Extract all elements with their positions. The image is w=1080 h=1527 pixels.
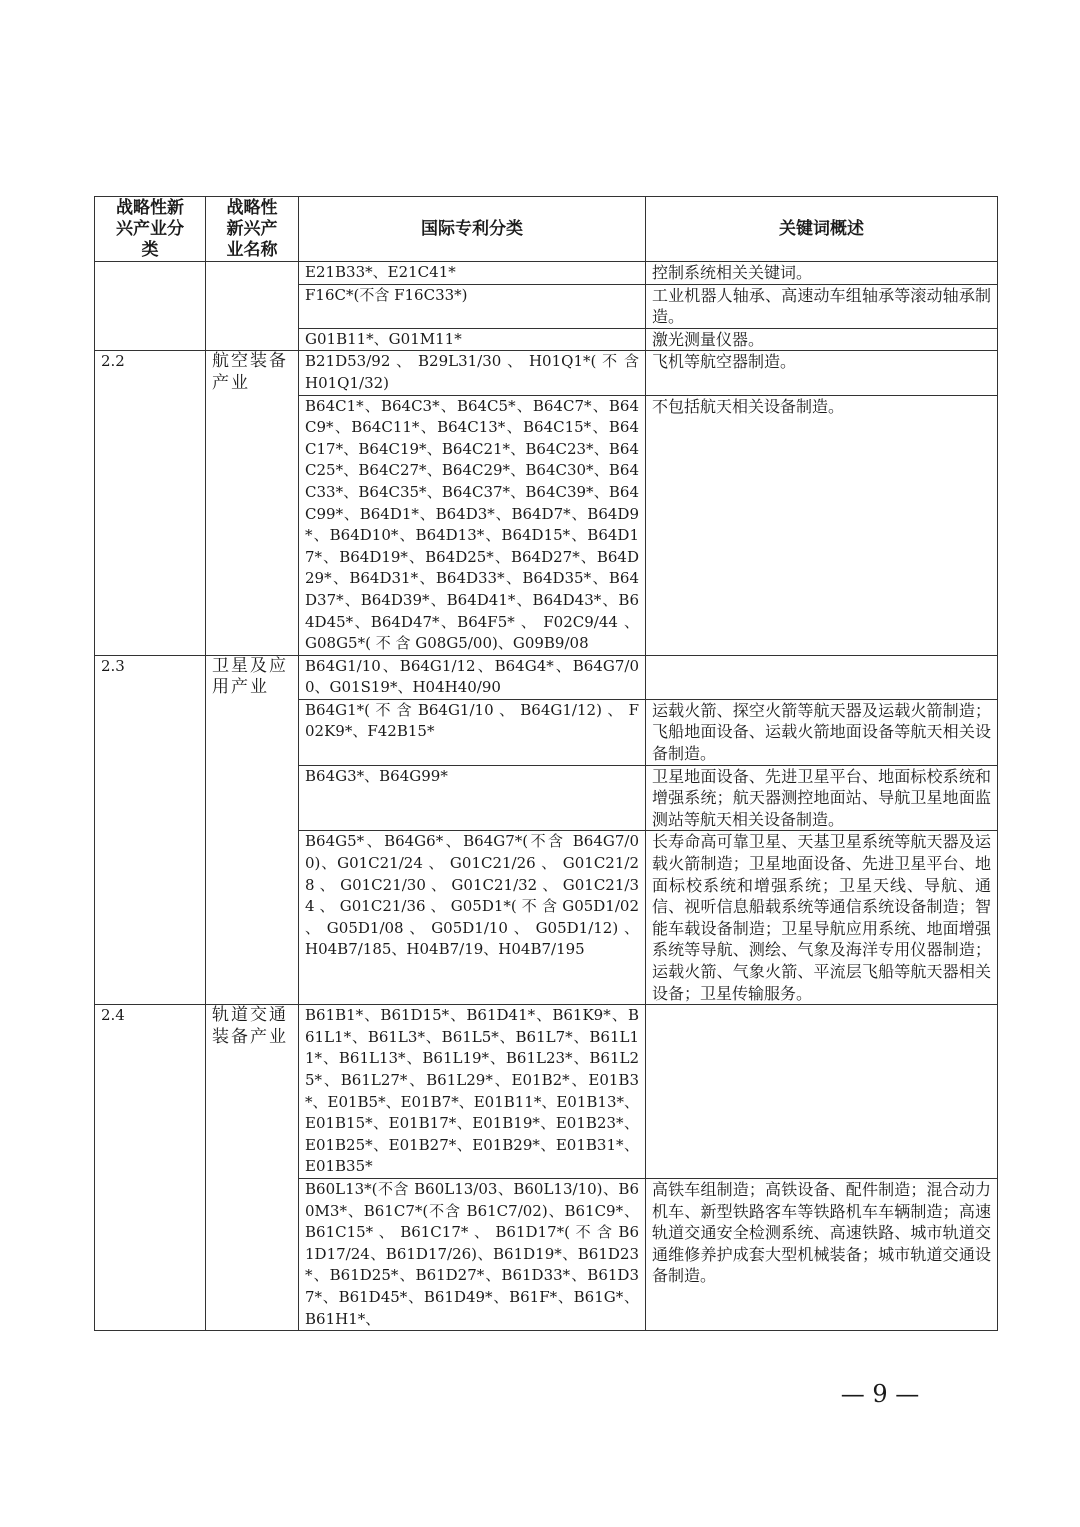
industry-name: 轨道交通装备产业 <box>206 1005 299 1331</box>
table-row <box>95 655 998 699</box>
category-code: 2.2 <box>95 351 206 655</box>
ipc-cell: B21D53/92 、 B29L31/30 、 H01Q1*( 不 含 H01Q1/32) <box>299 351 646 395</box>
header-name: 战略性新兴产业名称 <box>206 197 299 262</box>
keywords-cell: 不包括航天相关设备制造。 <box>646 395 998 655</box>
name-cell-continued <box>206 262 299 351</box>
ipc-cell: G01B11*、G01M11* <box>299 328 646 351</box>
table-row <box>95 351 998 395</box>
ipc-cell: B64G5*、B64G6*、B64G7*(不含 B64G7/00)、G01C21/24 、 G01C21/26 、 G01C21/28 、 G01C21/30 、 G01C21/32 、 G01C21/34 、 G01C21/36 、 G05D1*( 不 含 G05D1/02 、 G05D1/08 、 G05D1/10 、 G05D1/12) 、 H04B7/185、H04B7/19、H04B7/195 <box>299 831 646 1005</box>
keywords-cell: 控制系统相关关键词。 <box>646 262 998 285</box>
ipc-cell: B64G1*( 不 含 B64G1/10 、 B64G1/12) 、 F02K9*、F42B15* <box>299 699 646 765</box>
table-row <box>95 262 998 285</box>
keywords-cell: 卫星地面设备、先进卫星平台、地面标校系统和增强系统；航天器测控地面站、导航卫星地面监测站等航天相关设备制造。 <box>646 765 998 831</box>
ipc-cell: F16C*(不含 F16C33*) <box>299 284 646 328</box>
keywords-cell <box>646 655 998 699</box>
ipc-cell: B64G1/10、B64G1/12、B64G4*、B64G7/00、G01S19*、H04H40/90 <box>299 655 646 699</box>
category-cell-continued <box>95 262 206 351</box>
header-category: 战略性新兴产业分类 <box>95 197 206 262</box>
ipc-cell: B64G3*、B64G99* <box>299 765 646 831</box>
ipc-cell: B61B1*、B61D15*、B61D41*、B61K9*、B61L1*、B61L3*、B61L5*、B61L7*、B61L11*、B61L13*、B61L19*、B61L23*、B61L25*、B61L27*、B61L29*、E01B2*、E01B3*、E01B5*、E01B7*、E01B11*、E01B13*、E01B15*、E01B17*、E01B19*、E01B23*、E01B25*、E01B27*、E01B29*、E01B31*、E01B35* <box>299 1005 646 1179</box>
category-code: 2.3 <box>95 655 206 1005</box>
ipc-cell: B60L13*(不含 B60L13/03、B60L13/10)、B60M3*、B61C7*(不含 B61C7/02)、B61C9*、B61C15* 、 B61C17* 、 B61D17*( 不 含 B61D17/24、B61D17/26)、B61D19*、B61D23*、B61D25*、B61D27*、B61D33*、B61D37*、B61D45*、B61D49*、B61F*、B61G*、B61H1*、 <box>299 1178 646 1330</box>
ipc-cell: E21B33*、E21C41* <box>299 262 646 285</box>
keywords-cell: 运载火箭、探空火箭等航天器及运载火箭制造；飞船地面设备、运载火箭地面设备等航天相关设备制造。 <box>646 699 998 765</box>
keywords-cell: 工业机器人轴承、高速动车组轴承等滚动轴承制造。 <box>646 284 998 328</box>
industry-name: 航空装备产业 <box>206 351 299 655</box>
header-ipc: 国际专利分类 <box>299 197 646 262</box>
patent-classification-table <box>94 196 998 1331</box>
ipc-cell: B64C1*、B64C3*、B64C5*、B64C7*、B64C9*、B64C11*、B64C13*、B64C15*、B64C17*、B64C19*、B64C21*、B64C23*、B64C25*、B64C27*、B64C29*、B64C30*、B64C33*、B64C35*、B64C37*、B64C39*、B64C99*、B64D1*、B64D3*、B64D7*、B64D9*、B64D10*、B64D13*、B64D15*、B64D17*、B64D19*、B64D25*、B64D27*、B64D29*、B64D31*、B64D33*、B64D35*、B64D37*、B64D39*、B64D41*、B64D43*、B64D45*、B64D47*、B64F5* 、 F02C9/44 、 G08G5*( 不 含 G08G5/00)、G09B9/08 <box>299 395 646 655</box>
keywords-cell: 高铁车组制造；高铁设备、配件制造；混合动力机车、新型铁路客车等铁路机车车辆制造；高速轨道交通安全检测系统、高速铁路、城市轨道交通维修养护成套大型机械装备；城市轨道交通设备制造。 <box>646 1178 998 1330</box>
keywords-cell: 飞机等航空器制造。 <box>646 351 998 395</box>
category-code: 2.4 <box>95 1005 206 1331</box>
keywords-cell: 激光测量仪器。 <box>646 328 998 351</box>
header-keywords: 关键词概述 <box>646 197 998 262</box>
keywords-cell <box>646 1005 998 1179</box>
keywords-cell: 长寿命高可靠卫星、天基卫星系统等航天器及运载火箭制造；卫星地面设备、先进卫星平台、地面标校系统和增强系统；卫星天线、导航、通信、视听信息船载系统等通信系统设备制造；智能车载设备制造；卫星导航应用系统、地面增强系统等导航、测绘、气象及海洋专用仪器制造；运载火箭、气象火箭、平流层飞船等航天器相关设备；卫星传输服务。 <box>646 831 998 1005</box>
page-number: — 9 — <box>840 1380 920 1408</box>
industry-name: 卫星及应用产业 <box>206 655 299 1005</box>
table-row <box>95 1005 998 1179</box>
table-header-row <box>95 197 998 262</box>
